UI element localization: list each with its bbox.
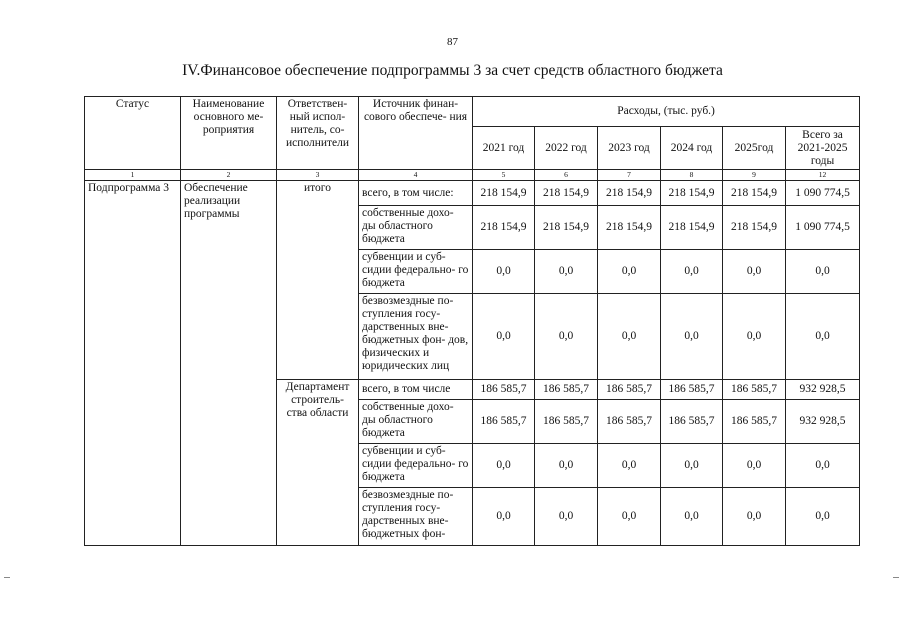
value-cell: 0,0	[786, 294, 860, 380]
header-row-1	[85, 97, 860, 127]
value-cell: 0,0	[661, 250, 723, 294]
index-cell: 8	[661, 170, 723, 181]
value-cell: 0,0	[535, 444, 598, 488]
value-cell: 218 154,9	[598, 206, 661, 250]
value-cell: 186 585,7	[723, 380, 786, 400]
value-cell: 0,0	[535, 488, 598, 546]
value-cell: 0,0	[598, 444, 661, 488]
value-cell: 186 585,7	[473, 380, 535, 400]
value-cell: 0,0	[723, 250, 786, 294]
value-cell: 186 585,7	[723, 400, 786, 444]
responsible-cell: Департамент строитель- ства области	[277, 380, 359, 546]
value-cell: 186 585,7	[661, 400, 723, 444]
document-title: IV.Финансовое обеспечение подпрограммы 3 за счет средств областного бюджета	[182, 62, 723, 79]
index-cell: 3	[277, 170, 359, 181]
source-cell: собственные дохо- ды областного бюджета	[359, 206, 473, 250]
responsible-cell: итого	[277, 181, 359, 380]
value-cell: 218 154,9	[661, 181, 723, 206]
header-year: 2024 год	[661, 127, 723, 170]
value-cell: 218 154,9	[723, 181, 786, 206]
value-cell: 218 154,9	[535, 181, 598, 206]
value-cell: 932 928,5	[786, 400, 860, 444]
index-cell: 7	[598, 170, 661, 181]
header-total: Всего за 2021-2025 годы	[786, 127, 860, 170]
value-cell: 0,0	[535, 250, 598, 294]
value-cell: 0,0	[598, 250, 661, 294]
value-cell: 0,0	[473, 294, 535, 380]
value-cell: 0,0	[723, 294, 786, 380]
value-cell: 218 154,9	[473, 181, 535, 206]
source-cell: безвозмездные по- ступления госу- дарственных вне- бюджетных фон-	[359, 488, 473, 546]
value-cell: 0,0	[723, 488, 786, 546]
page-number: 87	[447, 36, 458, 48]
value-cell: 1 090 774,5	[786, 181, 860, 206]
value-cell: 218 154,9	[535, 206, 598, 250]
value-cell: 186 585,7	[598, 380, 661, 400]
value-cell: 186 585,7	[598, 400, 661, 444]
value-cell: 932 928,5	[786, 380, 860, 400]
index-cell: 5	[473, 170, 535, 181]
scan-edge-mark	[4, 577, 10, 578]
financing-table	[84, 96, 860, 546]
header-year: 2023 год	[598, 127, 661, 170]
activity-name-cell: Обеспечение реализации программы	[181, 181, 277, 546]
status-cell: Подпрограмма 3	[85, 181, 181, 546]
header-name: Наименование основного ме- роприятия	[181, 97, 277, 170]
header-status: Статус	[85, 97, 181, 170]
header-responsible: Ответствен- ный испол- нитель, со- исполнители	[277, 97, 359, 170]
index-cell: 1	[85, 170, 181, 181]
value-cell: 0,0	[535, 294, 598, 380]
value-cell: 0,0	[786, 488, 860, 546]
source-cell: безвозмездные по- ступления госу- дарственных вне- бюджетных фон- дов, физических и юридических лиц	[359, 294, 473, 380]
value-cell: 0,0	[473, 488, 535, 546]
header-expenses: Расходы, (тыс. руб.)	[473, 97, 860, 127]
value-cell: 0,0	[661, 294, 723, 380]
value-cell: 218 154,9	[473, 206, 535, 250]
index-cell: 6	[535, 170, 598, 181]
index-cell: 9	[723, 170, 786, 181]
source-cell: всего, в том числе:	[359, 181, 473, 206]
header-source: Источник финан- сового обеспече- ния	[359, 97, 473, 170]
value-cell: 0,0	[661, 488, 723, 546]
value-cell: 1 090 774,5	[786, 206, 860, 250]
source-cell: всего, в том числе	[359, 380, 473, 400]
value-cell: 186 585,7	[473, 400, 535, 444]
source-cell: субвенции и суб- сидии федерально- го бюджета	[359, 444, 473, 488]
source-cell: субвенции и суб- сидии федерально- го бюджета	[359, 250, 473, 294]
header-year: 2021 год	[473, 127, 535, 170]
source-cell: собственные дохо- ды областного бюджета	[359, 400, 473, 444]
value-cell: 0,0	[598, 488, 661, 546]
scan-edge-mark	[893, 577, 899, 578]
value-cell: 218 154,9	[723, 206, 786, 250]
value-cell: 218 154,9	[598, 181, 661, 206]
value-cell: 218 154,9	[661, 206, 723, 250]
value-cell: 0,0	[723, 444, 786, 488]
header-year: 2025год	[723, 127, 786, 170]
value-cell: 186 585,7	[661, 380, 723, 400]
table-row	[85, 181, 860, 206]
value-cell: 0,0	[473, 444, 535, 488]
value-cell: 186 585,7	[535, 380, 598, 400]
value-cell: 0,0	[473, 250, 535, 294]
index-cell: 12	[786, 170, 860, 181]
value-cell: 0,0	[598, 294, 661, 380]
value-cell: 186 585,7	[535, 400, 598, 444]
index-cell: 4	[359, 170, 473, 181]
value-cell: 0,0	[786, 444, 860, 488]
value-cell: 0,0	[661, 444, 723, 488]
value-cell: 0,0	[786, 250, 860, 294]
header-year: 2022 год	[535, 127, 598, 170]
index-row	[85, 170, 860, 181]
index-cell: 2	[181, 170, 277, 181]
